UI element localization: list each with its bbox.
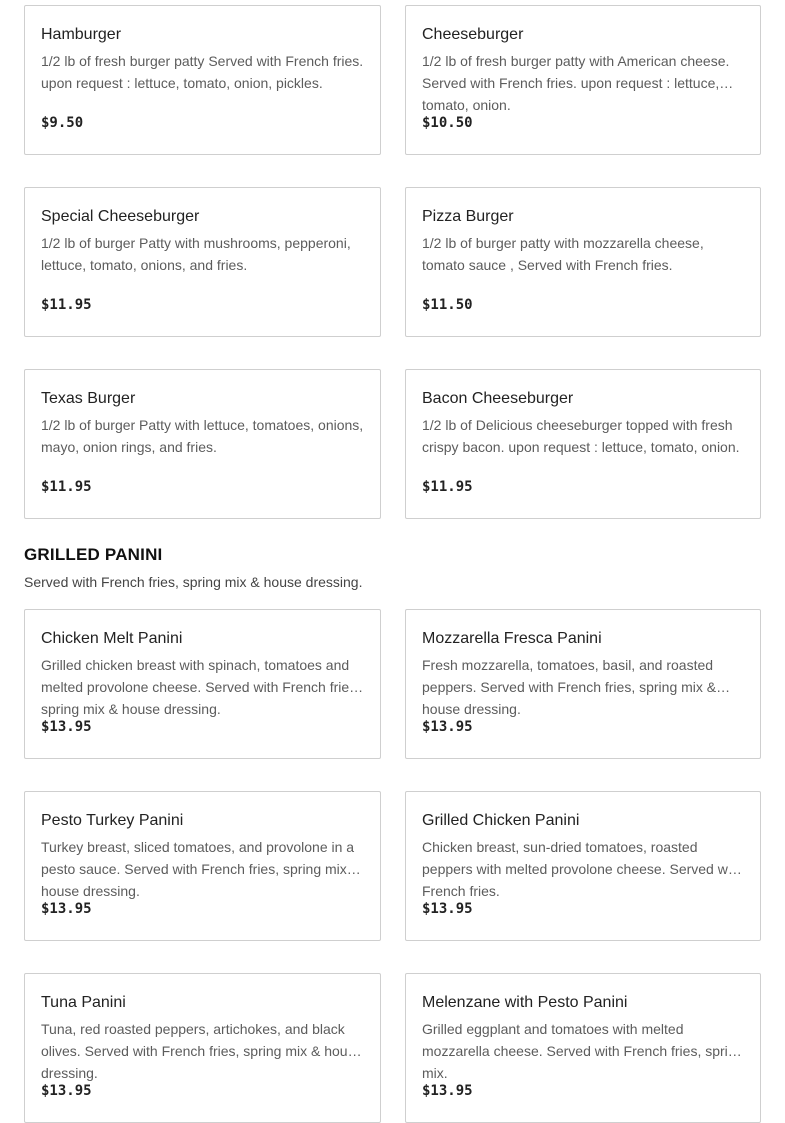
menu-item-card[interactable] <box>24 609 381 759</box>
menu-item-name: Cheeseburger <box>422 26 524 43</box>
menu-item-description: 1/2 lb of burger Patty with mushrooms, pepperoni, lettuce, tomato, onions, and fries. <box>41 235 351 273</box>
menu-item-card[interactable] <box>405 609 761 759</box>
menu-item-name: Pesto Turkey Panini <box>41 812 184 829</box>
menu-item-price: $13.95 <box>422 1083 473 1099</box>
menu-item-name: Pizza Burger <box>422 208 514 225</box>
menu-item-name: Bacon Cheeseburger <box>422 390 574 407</box>
menu-item-card[interactable] <box>405 369 761 519</box>
menu-item-description: 1/2 lb of fresh burger patty with American cheese. Served with French fries. upon request : lettuce, tomato, onion. <box>422 53 730 113</box>
menu-item-description: Fresh mozzarella, tomatoes, basil, and roasted peppers. Served with French fries, spring mix & house dressing. <box>422 657 717 717</box>
burgers-grid <box>24 5 761 519</box>
menu-item-name: Mozzarella Fresca Panini <box>422 630 602 647</box>
menu-item-name: Chicken Melt Panini <box>41 630 183 647</box>
menu-item-description: Turkey breast, sliced tomatoes, and provolone in a pesto sauce. Served with French fries, spring mix & house dressing. <box>41 839 361 899</box>
section-subtitle: Served with French fries, spring mix & house dressing. <box>24 574 363 590</box>
menu-item-card[interactable] <box>405 5 761 155</box>
menu-item-price: $13.95 <box>41 719 92 735</box>
menu-item-card[interactable] <box>24 973 381 1123</box>
menu-item-name: Texas Burger <box>41 390 136 407</box>
menu-item-description: 1/2 lb of fresh burger patty Served with French fries. upon request : lettuce, tomato, onion, pickles. <box>41 53 364 91</box>
menu-item-description: Tuna, red roasted peppers, artichokes, and black olives. Served with French fries, spring mix & house dressing. <box>41 1021 363 1081</box>
section-title: GRILLED PANINI <box>24 545 163 564</box>
menu-item-price: $13.95 <box>41 901 92 917</box>
menu-item-name: Special Cheeseburger <box>41 208 200 225</box>
menu-item-description: Grilled eggplant and tomatoes with melted mozzarella cheese. Served with French fries, spring mix. <box>422 1021 744 1081</box>
menu-item-name: Grilled Chicken Panini <box>422 812 580 829</box>
menu-item-description: Chicken breast, sun-dried tomatoes, roasted peppers with melted provolone cheese. Served with French fries. <box>422 839 743 899</box>
menu-item-description: 1/2 lb of burger Patty with lettuce, tomatoes, onions, mayo, onion rings, and fries. <box>41 417 364 455</box>
menu-item-price: $9.50 <box>41 115 84 131</box>
menu-item-price: $11.50 <box>422 297 473 313</box>
menu-item-name: Hamburger <box>41 26 122 43</box>
menu-item-card[interactable] <box>405 973 761 1123</box>
menu-item-description: Grilled chicken breast with spinach, tomatoes and melted provolone cheese. Served with French fries, spring mix & house dressing. <box>41 657 361 717</box>
menu-item-card[interactable] <box>24 5 381 155</box>
menu-item-price: $13.95 <box>422 719 473 735</box>
menu-item-price: $13.95 <box>422 901 473 917</box>
menu-item-card[interactable] <box>405 791 761 941</box>
menu-item-price: $11.95 <box>41 297 92 313</box>
menu-item-name: Tuna Panini <box>41 994 126 1011</box>
menu-item-description: 1/2 lb of Delicious cheeseburger topped with fresh crispy bacon. upon request : lettuce, tomato, onion. <box>422 417 740 455</box>
menu-item-price: $11.95 <box>422 479 473 495</box>
menu-item-name: Melenzane with Pesto Panini <box>422 994 628 1011</box>
menu-item-card[interactable] <box>24 187 381 337</box>
menu-item-price: $10.50 <box>422 115 473 131</box>
menu-item-price: $13.95 <box>41 1083 92 1099</box>
menu-item-card[interactable] <box>405 187 761 337</box>
menu-item-description: 1/2 lb of burger patty with mozzarella cheese, tomato sauce , Served with French fries. <box>422 235 704 273</box>
menu-item-card[interactable] <box>24 369 381 519</box>
panini-grid <box>24 609 761 1123</box>
menu-item-price: $11.95 <box>41 479 92 495</box>
menu-item-card[interactable] <box>24 791 381 941</box>
